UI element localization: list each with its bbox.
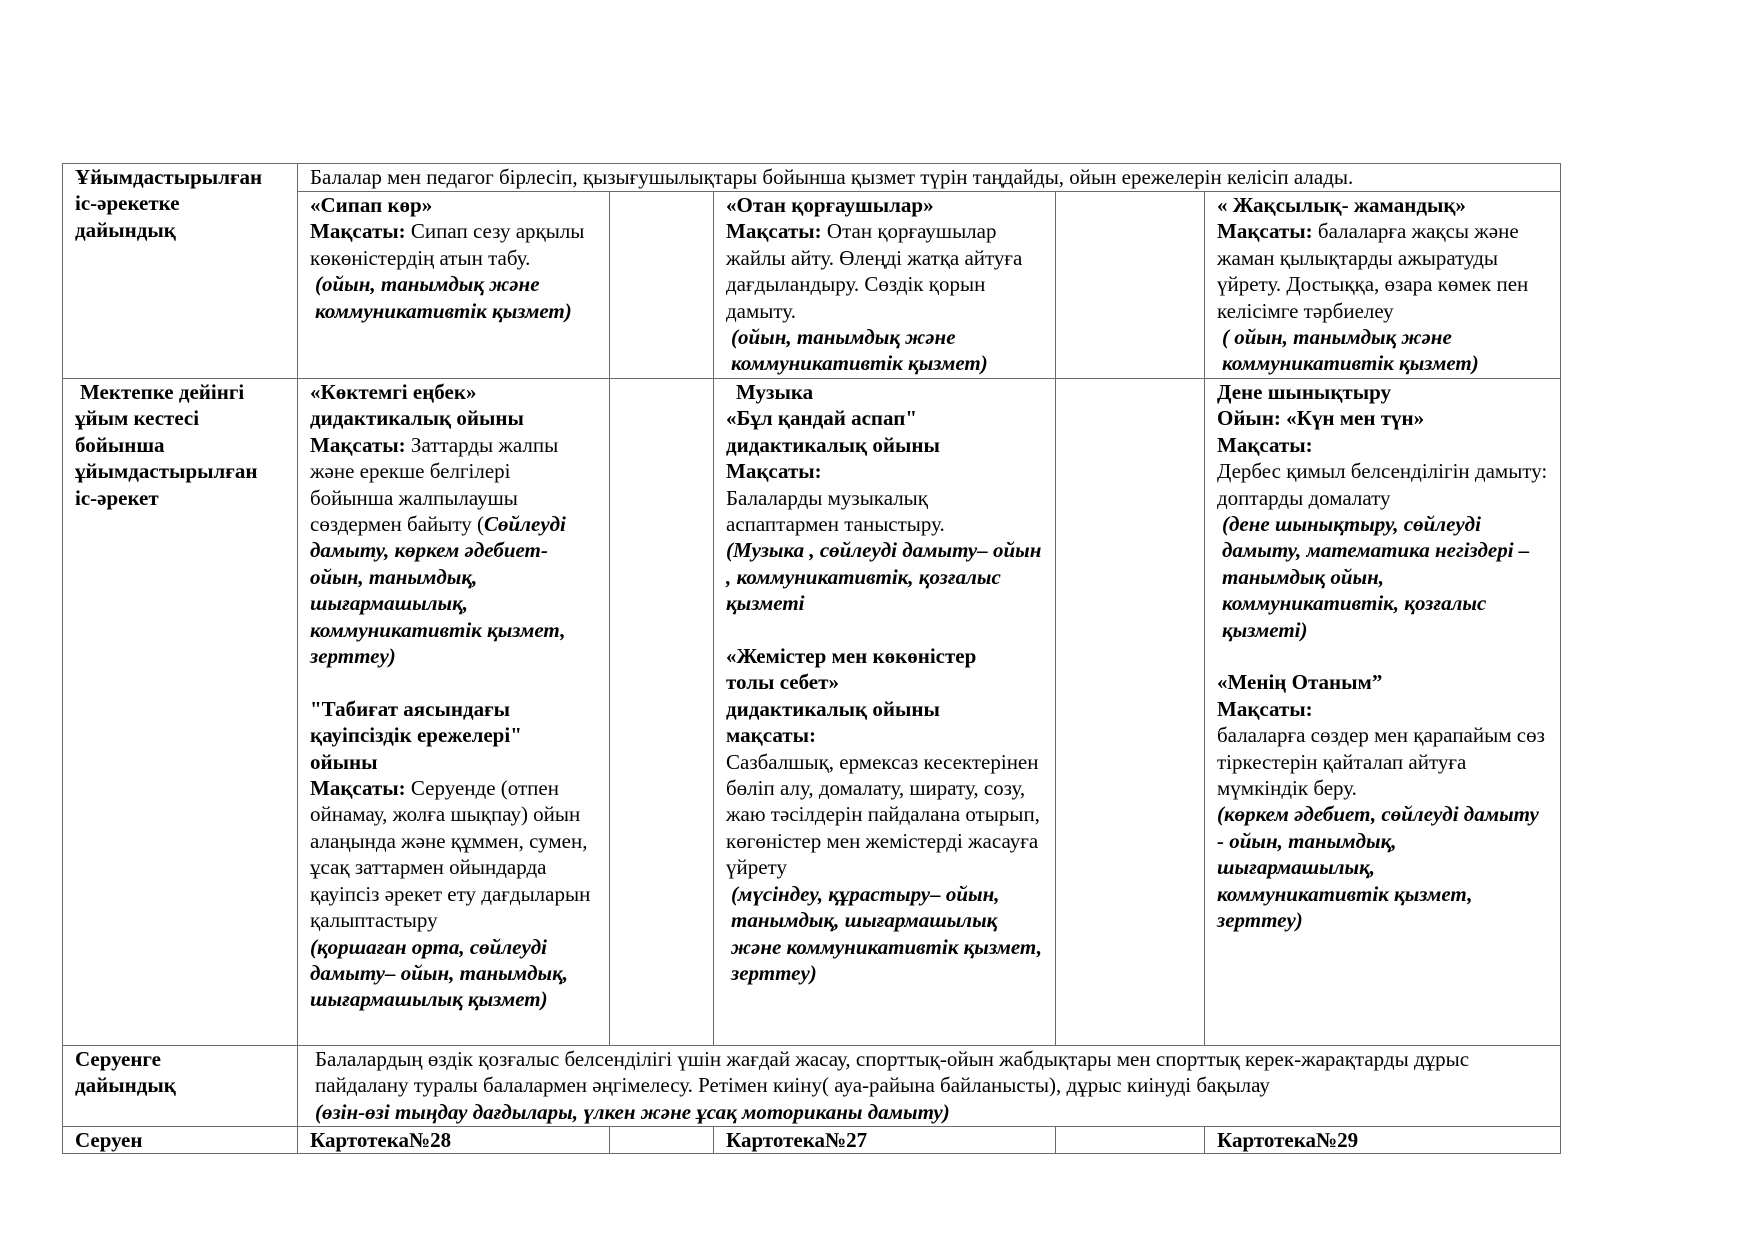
activity-title: "Табиғат аясындағы <box>310 696 511 721</box>
goal-text: Сазбалшық, ермексаз кесектерінен бөліп алу, домалату, ширату, созу, жаю тәсілдерін пайдалана отырып, көгөністер мен жемістерді жасауға үйрету <box>726 749 1040 880</box>
activity-note: (мүсіндеу, құрастыру– ойын, танымдық, шығармашылық және коммуникативтік қызмет, зерттеу) <box>731 881 1043 985</box>
row-label-walk-preparation: Серуенге дайындық <box>63 1046 298 1127</box>
goal-label: Мақсаты: <box>310 776 406 801</box>
goal-label: мақсаты: <box>726 723 816 748</box>
row-label-preparation: Ұйымдастырылған іс-әрекетке дайындық <box>63 164 298 379</box>
activity-title: қауіпсіздік ережелері" <box>310 723 522 748</box>
empty-cell <box>1056 192 1205 379</box>
goal-text: Серуенде (отпен ойнамау, жолға шықпау) ойын алаңында және құммен, сумен, ұсақ заттармен ойындарда қауіпсіз әрекет ету дағдыларын қалыптастыру <box>310 776 591 933</box>
activity-title: ойыны <box>310 749 378 774</box>
activity-title: «Жемістер мен көкөністер <box>726 644 977 669</box>
goal-text: балаларға сөздер мен қарапайым сөз тіркестерін қайталап айтуға мүмкіндік беру. <box>1217 723 1545 801</box>
goal-text: Отан қорғаушылар жайлы айту. Өлеңді жатқа айтуға дағдыландыру. Сөздік қорын дамыту. <box>726 219 1023 323</box>
goal-label: Мақсаты: <box>1217 696 1313 721</box>
activity-note: (қоршаған орта, сөйлеуді дамыту– ойын, танымдық, шығармашылық қызмет) <box>310 934 568 1012</box>
activity-cell-wednesday <box>714 379 1056 1046</box>
goal-text: Балаларды музыкалық аспаптармен таныстыру. <box>726 485 945 537</box>
card-file-wednesday: Картотека№27 <box>714 1127 1056 1154</box>
game-title: «Отан қорғаушылар» <box>726 193 934 217</box>
activity-title: толы себет» <box>726 670 839 695</box>
game-title: « Жақсылық- жамандық» <box>1217 193 1466 217</box>
activity-title: дидактикалық ойыны <box>310 406 524 431</box>
row-organized-activity <box>63 379 1561 1046</box>
goal-text: Дербес қимыл белсенділігін дамыту: доптарды домалату <box>1217 459 1548 510</box>
activity-title: «Бұл қандай аспап" <box>726 406 917 431</box>
row-preparation <box>63 164 1561 192</box>
subject-title: Дене шынықтыру <box>1217 380 1392 404</box>
activity-cell-friday <box>1205 379 1561 1046</box>
activity-note: Сөйлеуді дамыту, көркем әдебиет- ойын, танымдық, шығармашылық, коммуникативтік қызмет, зерттеу) <box>310 512 566 669</box>
row-label-organized-activity: Мектепке дейінгі ұйым кестесі бойынша ұйымдастырылған іс-әрекет <box>63 379 298 1046</box>
schedule-table <box>62 163 1561 1154</box>
empty-cell <box>610 192 714 379</box>
goal-text: балаларға жақсы және жаман қылықтарды ажыратуды үйрету. Достыққа, өзара көмек пен келісімге тәрбиелеу <box>1217 219 1529 323</box>
activity-title: «Көктемгі еңбек» <box>310 380 477 404</box>
row-label-walk: Серуен <box>63 1127 298 1154</box>
game-cell-monday <box>298 192 610 379</box>
row-walk <box>63 1127 1561 1154</box>
goal-label: Мақсаты: <box>310 219 406 244</box>
activity-note: ( ойын, танымдық және коммуникативтік қызмет) <box>1222 325 1479 376</box>
activity-note: (көркем әдебиет, сөйлеуді дамыту - ойын, танымдық, шығармашылық, коммуникативтік қызмет, зерттеу) <box>1217 802 1539 933</box>
activity-note: (дене шынықтыру, сөйлеуді дамыту, математика негіздері – танымдық ойын, коммуникативтік, қозғалыс қызметі) <box>1222 512 1530 642</box>
empty-cell <box>610 379 714 1046</box>
activity-title: дидактикалық ойыны <box>726 432 940 457</box>
activity-cell-monday <box>298 379 610 1046</box>
activity-title: «Менің Отаным” <box>1217 670 1383 695</box>
game-cell-friday <box>1205 192 1561 379</box>
card-file-friday: Картотека№29 <box>1205 1127 1561 1154</box>
walk-preparation-text: Балалардың өздік қозғалыс белсенділігі үшін жағдай жасау, спорттық-ойын жабдықтары мен спорттық керек-жарақтарды дұрыс пайдалану туралы балалармен әңгімелесу. Ретімен киіну( ауа-райына байланысты), дұрыс киінуді бақылау (өзін-өзі тыңдау дағдылары, үлкен және ұсақ моториканы дамыту) <box>298 1046 1561 1127</box>
goal-label: Мақсаты: <box>1217 219 1313 244</box>
activity-title: дидактикалық ойыны <box>726 696 940 721</box>
row-walk-preparation <box>63 1046 1561 1127</box>
goal-label: Мақсаты: <box>726 219 822 244</box>
activity-note: (ойын, танымдық және коммуникативтік қызмет) <box>731 325 988 376</box>
empty-cell <box>610 1127 714 1154</box>
activity-note: (өзін-өзі тыңдау дағдылары, үлкен және ұсақ моториканы дамыту) <box>315 1099 950 1124</box>
activity-note: (ойын, танымдық және коммуникативтік қызмет) <box>315 272 572 323</box>
goal-label: Мақсаты: <box>310 432 406 457</box>
card-file-monday: Картотека№28 <box>298 1127 610 1154</box>
goal-label: Мақсаты: <box>726 459 822 484</box>
common-activity-text: Балалар мен педагог бірлесіп, қызығушылықтары бойынша қызмет түрін таңдайды, ойын ережелерін келісіп алады. <box>298 164 1561 192</box>
goal-text: Заттарды жалпы және ерекше белгілері бойынша жалпылаушы сөздермен байыту ( <box>310 432 559 537</box>
goal-text: Сипап сезу арқылы көкөністердің атын табу. <box>310 219 585 270</box>
activity-note: (Музыка , сөйлеуді дамыту– ойын , коммуникативтік, қозғалыс қызметі <box>726 538 1042 616</box>
subject-title: Музыка <box>736 380 814 404</box>
empty-cell <box>1056 1127 1205 1154</box>
activity-title: Ойын: «Күн мен түн» <box>1217 406 1425 431</box>
game-cell-wednesday <box>714 192 1056 379</box>
empty-cell <box>1056 379 1205 1046</box>
goal-label: Мақсаты: <box>1217 432 1313 457</box>
game-title: «Сипап көр» <box>310 193 433 217</box>
